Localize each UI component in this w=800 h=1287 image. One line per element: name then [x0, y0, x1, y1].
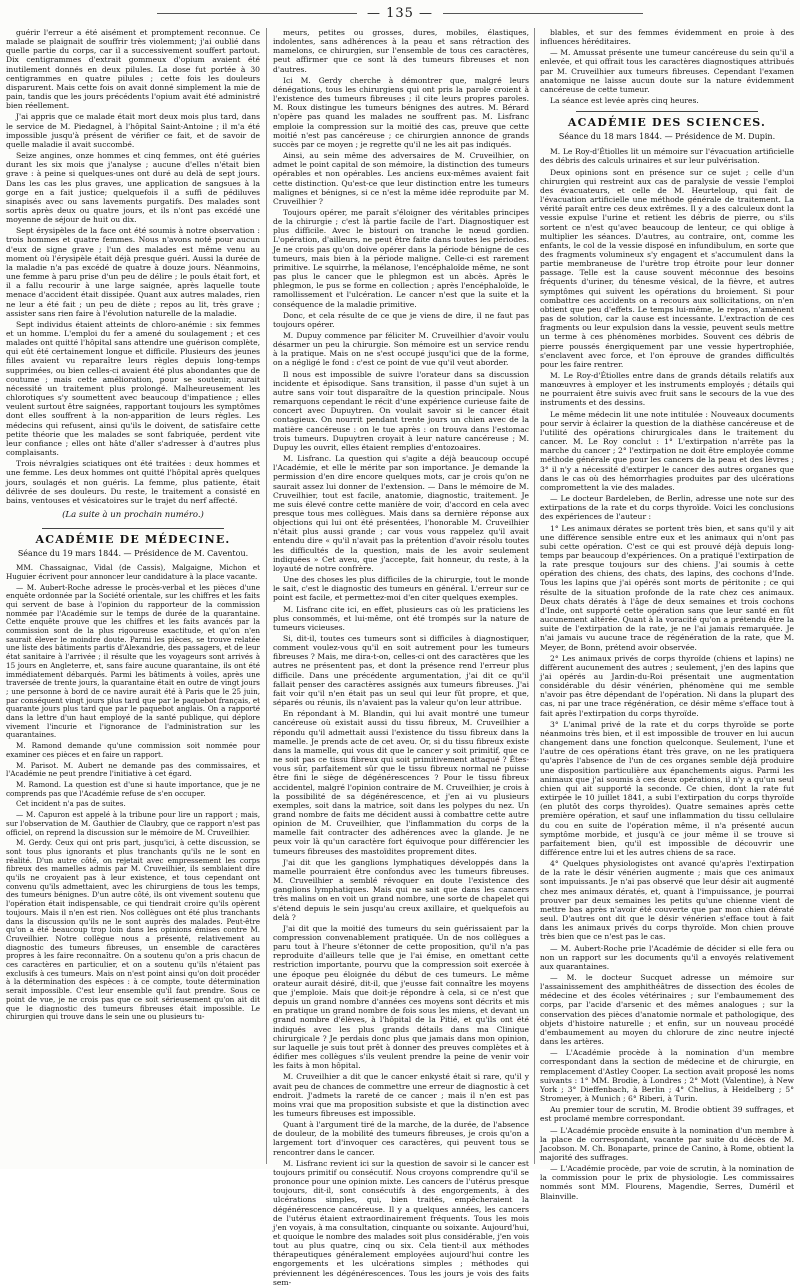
paragraph: J'ai dit que la moitié des tumeurs du sein guérissaient par la compression convenablement pratiquée. Un de nos collègues a paru tout à l'heure s'étonner de cette proposition, qu'il n'a pas reproduite d'ailleurs telle que je l'ai émise, en omettant cette restriction importante, pourvu que la compression soit exercée à une époque peu éloignée du début de ces tumeurs. Le même orateur aurait désiré, dit-il, que j'eusse fait connaître les moyens que j'emploie. Mais que doit-je répondre à cela, si ce n'est que depuis un grand nombre d'années ces moyens sont décrits et mis en pratique un grand nombre de fois sous les miens, et devant un grand nombre d'élèves, à l'hôpital de la Pitié, et qu'ils ont été indiqués avec les plus grands détails dans ma Clinique chirurgicale ? Je perdais donc plus que jamais dans mon opinion, sur laquelle je suis tout prêt à donner des preuves complètes et à édifier mes collègues s'ils veulent prendre la peine de venir voir les faits à mon hôpital. — [273, 923, 529, 1071]
column-left — [6, 28, 260, 1164]
paragraph: 1° Les animaux dérates se portent très bien, et sans qu'il y ait une différence sensible entre eux et les animaux qui n'ont pas subi cette opération. C'est ce qui est prouvé déjà depuis long-temps par beaucoup d'expériences. On a pratiqué l'extirpation de la rate presque toujours sur des chiens. J'ai soumis à cette opération des chiens, des chats, des lapins, des cochons d'Inde. Tous les lapins que j'ai opérés sont morts de péritonite ; ce qui résulte de la situation profonde de la rate chez ces animaux. Deux chats dératés à l'âge de deux semaines et trois cochons d'Inde, ont supporté cette opération sans que leur santé en fût aucunement altérée. Quant à la voracité qu'on a prétendu être la suite de l'extirpation de la rate, je ne l'ai jamais remarquée. Je n'ai jamais vu aucune trace de régénération de la rate, que M. Meyer, de Bonn, prétend avoir observée. — [540, 523, 794, 652]
session-line: Séance du 18 mars 1844. — Présidence de M. Dupin. — [558, 132, 776, 142]
paragraph: — M. Aubert-Roche adresse le procès-verbal et les pièces d'une enquête ordonnée par la Société orientale, sur les chiffres et les faits qui servent de base à l'opinion du rapporteur de la commission nommée par l'Académie sur le temps de durée de la quarantaine. Cette enquête prouve que les chiffres et les faits avancés par la commission sont de la plus rigoureuse exactitude, et qu'on n'en saurait élever le moindre doute. Parmi les pièces, se trouve relatée une liste des bâtiments partis d'Alexandrie, des passagers, et de leur état sanitaire à l'arrivée ; il résulte que les voyageurs sont arrivés à 15 jours en Angleterre, et, sans faire aucune quarantaine, ils ont été immédiatement débarqués. Parmi les bâtiments à voiles, après une traversée de trente jours, la quarantaine était en outre de vingt jours ; une personne à bord de ce navire aurait été à Paris que le 25 juin, par conséquent vingt jours plus tard que par le paquebot français, et quarante jours plus tard que par le paquebot anglais. On a rapporté dans la lettre d'un haut employé de la santé publique, qui déplore vivement l'incurie et l'ignorance de l'administration sur les quarantaines. — [6, 582, 260, 740]
paragraph: J'ai appris que ce malade était mort deux mois plus tard, dans le service de M. Piedagnel, à l'hôpital Saint-Antoine ; il m'a été impossible jusqu'à présent de vérifier ce fait, et de savoir de quelle maladie il avait succombé. — [6, 112, 260, 149]
section-rule — [42, 528, 224, 529]
paragraph: M. Gerdy. Ceux qui ont pris part, jusqu'ici, à cette discussion, se sont tous plus ignorants et plus tranchants qu'ils ne le sont en réalité. D'un autre côté, on rejetait avec empressement les corps fibreux des mamelles admis par M. Cruveilhier, ils semblaient dire qu'ils ne croyaient pas à leur existence, et tous cependant ont convenu qu'ils admettaient, avec les chirurgiens de tous les temps, des tumeurs bénignes. D'un autre côté, ils ont vivement soutenu que l'opération était indispensable, ce qui tiendrait croire qu'ils opèrent toujours. Mais il n'en est rien. Nos collègues ont été plus tranchants dans la discussion qu'ils ne le sont auprès des malades. Peut-être qu'on a été beaucoup trop loin dans les opinions émises contre M. Cruveilhier. Notre collègue nous a présenté, relativement au diagnostic des tumeurs fibreuses, un ensemble de caractères propres à les faire reconnaître. On a soutenu qu'on a pris chacun de ces caractères en particulier, et on a soutenu qu'ils n'étaient pas exclusifs à ces tumeurs. Mais on n'est point ainsi qu'on doit procéder à la détermination des espèces : à ce compte, toute détermination serait impossible. C'est leur ensemble qu'il faut prendre. Sous ce point de vue, je ne crois pas que ce soit sérieusement qu'on ait dit que le diagnostic des tumeurs fibreuses était impossible. Le chirurgien qui trouve dans le sein une ou plusieurs tu- — [6, 838, 260, 1022]
paragraph: M. Le Roy-d'Étiolles entre dans de grands détails relatifs aux manœuvres à employer et les instruments employés ; détails qui ne pourraient être suivis avec fruit sans le secours de la vue des instruments et des dessins. — [540, 371, 794, 408]
paragraph: M. Lisfranc. La question qui s'agite a déjà beaucoup occupé l'Académie, et elle le mérite par son importance. Je demande la permission d'en dire encore quelques mots, car je crois qu'on ne saurait assez lui donner de l'extension. — Dans le mémoire de M. Cruveilhier, tout est facile, anatomie, diagnostic, traitement. Je me suis élevé contre cette manière de voir, d'accord en cela avec presque tous mes collègues. Mais dans sa dernière réponse aux objections qui lui ont été présentées, l'honorable M. Cruveilhier n'était plus aussi grande ; car vous vous rappelez qu'il avait entendu dire « qu'il n'avait pas la prétention d'avoir résolu toutes les difficultés de la question, mais de les avoir seulement indiquées » Cet aveu, que j'accepte, fait honneur, du reste, à la loyauté de notre confrère. — [273, 454, 529, 573]
paragraph: Ainsi, au sein même des adversaires de M. Cruveilhier, on admet le point capital de son mémoire, la distinction des tumeurs opérables et non opérables. Les anciens eux-mêmes avaient fait cette distinction. Qu'est-ce que leur distinction entre les tumeurs malignes et bénignes, si ce n'est la même idée reproduite par M. Cruveilhier ? — [273, 151, 529, 206]
paragraph: M. Le Roy-d'Étiolles lit un mémoire sur l'évacuation artificielle des débris des calculs urinaires et sur leur pulvérisation. — [540, 147, 794, 166]
paragraph: guérir l'erreur a été aisément et promptement reconnue. Ce malade se plaignait de souffrir très violemment; j'ai oublié dans quelle partie du corps, car il a successivement souffert partout. Dix centigrammes d'extrait gommeux d'opium avaient été inutilement donnés en deux pilules. La dose fut portée à 30 centigrammes en quatre pilules ; cette fois les douleurs disparurent. Mais cette fois on avait donné simplement la mie de pain, tandis que les jours précédents l'opium avait été administré bien réellement. — [6, 28, 260, 111]
section-title-sciences: ACADÉMIE DES SCIENCES. — [567, 116, 767, 130]
paragraph: Sept érysipèles de la face ont été soumis à notre observation : trois hommes et quatre femmes. Nous n'avons noté pour aucun d'eux de signe grave ; l'un des malades est même venu au moment où l'érysipèle était déjà presque guéri. Aussi la durée de la maladie n'a pas excédé de quatre à douze jours. Néanmoins, une femme à paru prise d'un peu de délire ; le pouls était fort, et il a fallu recourir à une large saignée, après laquelle toute menace d'accident était dissipée. Quant aux autres malades, rien ne leur a été fait ; un peu de diète ; repos au lit, très grave ; assister sans rien faire à l'évolution naturelle de la maladie. — [6, 226, 260, 318]
paragraph: — Le docteur Bardeleben, de Berlin, adresse une note sur des extirpations de la rate et du corps thyroïde. Voici les conclusions des expériences de l'auteur : — [540, 494, 794, 522]
paragraph: meurs, petites ou grosses, dures, mobiles, élastiques, indolentes, sans adhérences à la peau et sans rétraction des mamelons, ce chirurgien, sur l'ensemble de tous ces caractères, peut affirmer que ce sont là des tumeurs fibreuses et non d'autres. — [273, 28, 529, 74]
paragraph: M. Ramond. La question est d'une si haute importance, que je ne comprends pas que l'Académie refuse de s'en occuper. — [6, 780, 260, 798]
paragraph: 3° L'animal privé de la rate et du corps thyroïde se porte néanmoins très bien, et il est impossible de trouver en lui aucun changement dans une fonction quelconque. Seulement, l'une et l'autre de ces opérations étant très grave, on ne les pratiquera qu'après l'absence de l'un de ces organes semble déjà produire une disposition particulière aux épanchements aigus. Parmi les animaux que j'ai soumis à ces deux opérations, il n'y a qu'un seul chien qui ait supporté la seconde. Ce chien, dont la rate fut extirpée le 10 juillet 1841, a subi l'extirpation du corps thyroïde (en plutôt des corps thyroïdes). Quatre semaines après cette première opération, et sauf une inflammation du tissu cellulaire du cou en suite de l'opération même, il n'a présenté aucun symptôme morbide, et jusqu'à ce jour même il se trouve si parfaitement bien, qu'il est impossible de découvrir une différence entre lui et les autres chiens de sa race. — [540, 719, 794, 857]
paragraph: — L'Académie procède, par voie de scrutin, à la nomination de la commission pour le prix de physiologie. Les commissaires nommés sont MM. Flourens, Magendie, Serres, Duméril et Blainville. — [540, 1164, 794, 1201]
paragraph: 4° Quelques physiologistes ont avancé qu'après l'extirpation de la rate le désir vénérien augmente ; mais que ces animaux sont impuissants. Je n'ai pas observé que leur désir ait augmenté chez mes animaux dératés, et, quant à l'impuissance, je pourrai prouver par deux semaines les petits qu'une chienne vient de mettre bas après n'avoir été couverte que par mon chien dératé seul. D'autres ont dit que le désir vénérien s'efface tout à fait dans les animaux privés du corps thyroïde. Mon chien prouve très bien que ce n'est pas le cas. — [540, 859, 794, 942]
section-rule — [576, 111, 758, 112]
paragraph: 2° Les animaux privés de corps thyroïde (chiens et lapins) ne diffèrent aucunement des autres ; seulement, j'en des lapins que j'ai opérés au Jardin-du-Roi présentait une augmentation considérable du désir vénérien, phénomène qui me semble n'avoir pas être dépendant de l'opération. Ni dans la plupart des cas, ni par une trace régénération, ce désir même s'efface tout à fait après l'extirpation du corps thyroïde. — [540, 653, 794, 718]
paragraph: Deux opinions sont en présence sur ce sujet ; celle d'un chirurgien qui restreint aux cas de paralysie de vessie l'emploi des évacuateurs, et celle de M. Heurteloup, qui fait de l'évacuation artificielle une méthode générale de traitement. La vérité paraît entre ces deux extrêmes. Il y a des calculeux dont la vessie expulse l'urine et retient les débris de pierre, ou s'ils sortent ce n'est qu'avec beaucoup de lenteur, ce qui oblige à multiplier les séances. D'autres, au contraire, ont, comme les enfants, le col de la vessie disposé en infundibulum, en sorte que des fragments volumineux s'y engagent et s'accumulent dans la partie membraneuse de l'urètre trop étroite pour leur donner passage. Telle est la cause souvent méconnue des besoins fréquents d'uriner, du ténesme vésical, de la fièvre, et autres symptômes qui suivent les opérations du broiement. Si pour combattre ces accidents on a recours aux sollicitations, on n'en obtient que peu d'effets. Le temps lui-même, le repos, n'amènent pas de solution, car la cause est incessante. L'extraction de ces fragments ou leur expulsion dans la vessie, peuvent seuls mettre un terme à ces phénomènes morbides. Souvent ces débris de pierre poussés énergiquement par une vessie hypertrophiée, s'enclavent avec force, et l'on éprouve de grandes difficultés pour les faire rentrer. — [540, 167, 794, 369]
paragraph: Ici M. Gerdy cherche à démontrer que, malgré leurs dénégations, tous les chirurgiens qui ont pris la parole croient à l'existence des tumeurs fibreuses ; il cite leurs propres paroles. M. Roux distingue les tumeurs bénignes des autres. M. Bérard n'opère pas quand les malades ne souffrent pas. M. Lisfranc emploie la compression sur la moitié des cas, preuve que cette moitié n'est pas cancéreuse ; ce chirurgien annonce de grands succès par ce moyen ; je regrette qu'il ne les ait pas indiqués. — [273, 75, 529, 149]
column-divider — [266, 28, 267, 1164]
session-line: Séance du 19 mars 1844. — Présidence de M. Caventou. — [17, 549, 249, 559]
paragraph: Une des choses les plus difficiles de la chirurgie, tout le monde le sait, c'est le diagnostic des tumeurs en général. L'erreur sur ce point est facile, et permettez-moi d'en citer quelques exemples. — [273, 575, 529, 603]
column-divider — [534, 28, 535, 1164]
section-title-medecine: ACADÉMIE DE MÉDECINE. — [35, 533, 231, 547]
paragraph: La séance est levée après cinq heures. — [550, 96, 699, 106]
paragraph: M. Lisfranc revient ici sur la question de savoir si le cancer est toujours primitif ou consécutif. Nous croyons comprendre qu'il se prononce pour une opinion mixte. Les cancers de l'utérus presque toujours, dit-il, sont consécutifs à des engorgements, à des ulcérations simples, qui, bien traités, empêcheraient la dégénérescence cancéreuse. Il y a quelques années, les cancers de l'utérus étaient extraordinairement fréquents. Tous les mois j'en voyais, à ma consultation, cinquante ou soixante. Aujourd'hui, et quoique le nombre des malades soit plus considérable, j'en vois tout au plus quatre, cinq ou six. Cela tient-il aux méthodes thérapeutiques généralement employées aujourd'hui contre les engorgements et les ulcérations simples ; méthodes qui préviennent les dégénérescences. Tous les jours je vois des faits sem- — [273, 1158, 529, 1287]
paragraph: M. Cruveilhier a dit que le cancer enkysté était si rare, qu'il y avait peu de chances de commettre une erreur de diagnostic à cet endroit. J'admets la rareté de ce cancer ; mais il n'en est pas moins vrai que ma proposition subsiste et que la distinction avec les tumeurs fibreuses est impossible. — [273, 1072, 529, 1118]
paragraph: Cet incident n'a pas de suites. — [16, 799, 126, 809]
paragraph: — M. Capuron est appelé à la tribune pour lire un rapport ; mais, sur l'observation de M. Gauthier de Claubry, que ce rapport n'est pas officiel, on reprend la discussion sur le mémoire de M. Cruveilhier. — [6, 810, 260, 837]
paragraph: Quant à l'argument tiré de la marche, de la durée, de l'absence de douleur, de la mobilité des tumeurs fibreuses, je crois qu'on a largement tort d'invoquer ces caractères, qui peuvent tous se rencontrer dans le cancer. — [273, 1120, 529, 1157]
paragraph: En répondant à M. Blandin, qui lui avait montré une tumeur cancéreuse où existait aussi du tissu fibreux, M. Cruveilhier a répondu qu'il admettait aussi l'existence du tissu fibreux dans la mamelle. Je prends acte de cet aveu. Or, si du tissu fibreux existe dans la mamelle, qui vous dit que le cancer y soit primitif, que ce ne soit pas ce tissu fibreux qui soit primitivement attaqué ? Êtes-vous sûr, parfaitement sûr que le tissu fibreux normal ne puisse être fini le siège de dégénérescences ? Pour le tissu fibreux accidentel, malgré l'opinion contraire de M. Cruveilhier, je crois à la possibilité de sa dégénérescence, et j'en ai vu plusieurs exemples, soit dans la matrice, soit dans les polypes du nez. Un grand nombre de faits me décident aussi à combattre cette autre opinion de M. Cruveilhier, que l'inflammation du corps de la mamelle fait contracter des adhérences avec la glande. Je ne peux voir là qu'un caractère fort équivoque pour différencier les tumeurs fibreuses des mastoïdites proprement dites. — [273, 709, 529, 856]
paragraph: M. Dupuy commence par féliciter M. Cruveilhier d'avoir voulu désarmer un peu la chirurgie. Son mémoire est un service rendu à la pratique. Mais on ne s'est occupé jusqu'ici que de la forme, on a négligé le fond : c'est ce point de vue qu'il veut aborder. — [273, 331, 529, 368]
paragraph: — M. Aubert-Roche prie l'Académie de décider si elle fera ou non un rapport sur les documents qu'il a envoyés relativement aux quarantaines. — [540, 943, 794, 971]
paragraph: — M. Amussat présente une tumeur cancéreuse du sein qu'il a enlevée, et qui offrait tous les caractères diagnostiques attribués par M. Cruveilhier aux tumeurs fibreuses. Cependant l'examen anatomique ne laisse aucun doute sur la nature évidemment cancéreuse de cette tumeur. — [540, 48, 794, 94]
paragraph: Sept individus étaient atteints de chloro-anémie : six femmes et un homme. L'emploi du fer a amené du soulagement ; et ces malades ont quitté l'hôpital sans attendre une guérison complète, qui eût été certainement longue et difficile. Plusieurs des jeunes filles avaient vu reparaître leurs règles depuis long-temps supprimées, ou bien celles-ci avaient été plus abondantes que de coutume ; mais cette amélioration, pour se soutenir, aurait nécessité un traitement plus prolongé. Malheureusement les chlorotiques s'y soumettent avec beaucoup d'impatience ; elles veulent surtout être saignées, rapportant toujours les symptômes dont elles souffrent à la non-apparition de leurs règles. Les médecins qui refusent, ainsi qu'ils le doivent, de satisfaire cette petite théorie que les malades se sont fabriquée, perdent vite leur confiance ; elles ont hâte d'aller s'adresser à d'autres plus complaisants. — [6, 319, 260, 458]
paragraph: — L'Académie procède ensuite à la nomination d'un membre à la place de correspondant, vacante par suite du décès de M. Jacobson. M. Ch. Bonaparte, prince de Canino, à Rome, obtient la majorité des suffrages. — [540, 1125, 794, 1162]
paragraph: M. Lisfranc cite ici, en effet, plusieurs cas où les praticiens les plus consommés, et lui-même, ont été trompés sur la nature de tumeurs vicieuses. — [273, 604, 529, 632]
paragraph: Trois névralgies sciatiques ont été traitées : deux hommes et une femme. Les deux hommes ont quitté l'hôpital après quelques jours, soulagés et non guéris. La femme, plus patiente, était délivrée de ses douleurs. Du reste, le traitement a consisté en bains, ventouses et vésicatoires sur le trajet du nerf affecté. — [6, 459, 260, 505]
continued-note: (La suite à un prochain numéro.) — [62, 509, 204, 520]
page-number: — 135 — — [0, 6, 800, 21]
paragraph: Donc, et cela résulte de ce que je viens de dire, il ne faut pas toujours opérer. — [273, 310, 529, 329]
paragraph: Au premier tour de scrutin, M. Brodie obtient 39 suffrages, et est proclamé membre correspondant. — [540, 1105, 794, 1124]
column-right — [540, 28, 794, 1201]
paragraph: M. Parisot. M. Aubert ne demande pas des commissaires, et l'Académie ne peut prendre l'initiative à cet égard. — [6, 760, 260, 779]
paragraph: — M. le docteur Sucquet adresse un mémoire sur l'assainissement des amphithéâtres de dissection des écoles de médecine et des écoles vétérinaires ; sur l'embaumement des corps, par l'acide d'arsenic et des mêmes analogues ; sur la conservation des pièces d'anatomie normale et pathologique, des objets d'histoire naturelle ; et enfin, sur un nouveau procédé d'embaumement au moyen du chlorure de zinc neutre injecté dans les artères. — [540, 973, 794, 1047]
paragraph: Si, dit-il, toutes ces tumeurs sont si difficiles à diagnostiquer, comment voulez-vous qu'il en soit autrement pour les tumeurs fibreuses ? Mais, me dira-t-on, celles-ci ont des caractères que les autres ne présentent pas, et dont la présence rend l'erreur plus difficile. Dans une précédente argumentation, j'ai dit ce qu'il fallait penser des caractères assignés aux tumeurs fibreuses. J'ai fait voir qu'il n'en était pas un seul qui leur fût propre, et que, séparés ou réunis, ils n'avaient pas la valeur qu'on leur attribue. — [273, 634, 529, 708]
paragraph: MM. Chassaignac, Vidal (de Cassis), Malgaigne, Michon et Huguier écrivent pour annoncer leur candidature à la place vacante. — [6, 563, 260, 581]
paragraph: M. Ramond demande qu'une commission soit nommée pour examiner ces pièces et en faire un rapport. — [6, 741, 260, 759]
paragraph: J'ai dit que les ganglions lymphatiques développés dans la mamelle pourraient être confondus avec les tumeurs fibreuses. M. Cruveilhier a semblé révoquer en doute l'existence des ganglions lymphatiques. Mais qui ne sait que dans les cancers très malins on en voit un grand nombre, une sorte de chapelet qui s'étend depuis le sein jusqu'au creux axillaire, et quelquefois au delà ? — [273, 857, 529, 922]
paragraph: — L'Académie procède à la nomination d'un membre correspondant dans la section de médecine et de chirurgie, en remplacement d'Astley Cooper. La section avait proposé les noms suivants : 1° MM. Brodie, à Londres ; 2° Mott (Valentine), à New York ; 3° Dieffenbach, à Berlin ; 4° Chelius, à Heidelberg ; 5° Stromeyer, à Munich ; 6° Riberi, à Turin. — [540, 1048, 794, 1104]
paragraph: Le même médecin lit une note intitulée : Nouveaux documents pour servir à éclairer la question de la diathèse cancéreuse et de l'utilité des opérations chirurgicales dans le traitement du cancer. M. Le Roy conclut : 1° L'extirpation n'arrête pas la marche du cancer ; 2° l'extirpation ne doit être employée comme méthode générale que pour les cancers de la peau et des lèvres ; 3° il n'y a nécessité d'extirper le cancer des autres organes que dans le cas où des hémorrhagies produites par des ulcérations compromettent la vie des malades. — [540, 409, 794, 492]
paragraph: Il nous est impossible de suivre l'orateur dans sa discussion incidente et épisodique. Sans transition, il passe d'un sujet à un autre sans voir tout disparaître de la question principale. Nous remarquons cependant le récit d'une expérience curieuse faite de concert avec Dupuytren. On voulait savoir si le cancer était contagieux. On nourrit pendant trente jours un chien avec de la matière cancéreuse : on le tue après : on trouva dans l'estomac trois tumeurs. Dupuytren croyait à leur nature cancéreuse ; M. Dupuy les ouvrit, elles étaient remplies d'entozoaires. — [273, 369, 529, 452]
paragraph: blables, et sur des femmes évidemment en proie à des influences héréditaires. — [540, 28, 794, 47]
paragraph: Seize angines, onze hommes et cinq femmes, ont été guéries durant les six mois que j'analyse ; aucune d'elles n'était bien grave : à peine si quelques-unes ont duré au delà de sept jours. Dans les cas les plus graves, une application de sangsues à la gorge en a fait justice; quelquefois il a suffi de pédiluves sinapisés avec ou sans lavements purgatifs. Des malades sont sortis après deux ou quatre jours, et ils n'ont pas excédé une moyenne de séjour de huit ou dix. — [6, 151, 260, 225]
paragraph: Toujours opérer, me paraît s'éloigner des véritables principes de la chirurgie ; c'est là partie facile de l'art. Diagnostiquer est plus difficile. Avec le bistouri on tranche le nœud gordien. L'opération, d'ailleurs, ne peut être faite dans toutes les périodes. Je ne crois pas qu'on doive opérer dans la période bénigne de ces tumeurs, mais bien à la période maligne. Celle-ci est rarement primitive. Le squirrhe, la mélanose, l'encéphaloïde même, ne sont pas plus le cancer que le phlegmon est un abcès. Après le phlegmon, le pus se forme en collection ; après l'encéphaloïde, le ramollissement et l'ulcération. Le cancer n'est que la suite et la conséquence de la maladie primitive. — [273, 207, 529, 309]
column-middle — [273, 28, 529, 1287]
